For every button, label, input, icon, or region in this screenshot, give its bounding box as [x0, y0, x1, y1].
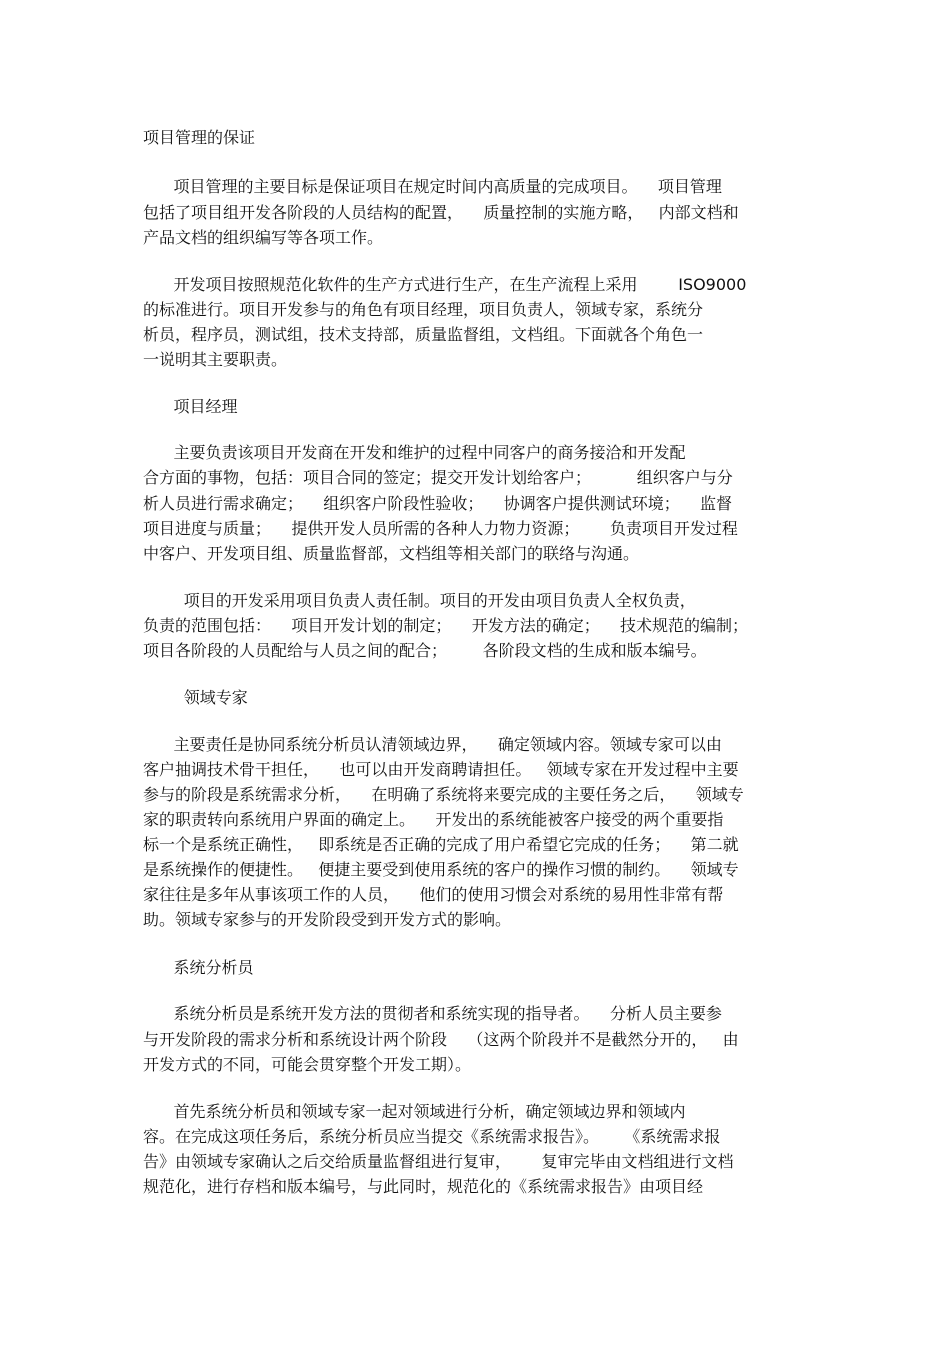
text-line: 中客户、开发项目组、质量监督部，文档组等相关部门的联络与沟通。 [143, 544, 640, 563]
text-line: 合方面的事物，包括：项目合同的签定；提交开发计划给客户； 组织客户与分 [143, 468, 733, 487]
section-heading-system-analyst: 系统分析员 [143, 958, 254, 977]
section-heading-domain-expert: 领域专家 [143, 688, 248, 707]
text-line: 开发方式的不同，可能会贯穿整个开发工期）。 [143, 1055, 472, 1074]
text-line: 产品文档的组织编写等各项工作。 [143, 228, 384, 247]
text-line: 系统分析员是系统开发方法的贯彻者和系统实现的指导者。 分析人员主要参 [143, 1004, 722, 1023]
text-line: 是系统操作的便捷性。 便捷主要受到使用系统的客户的操作习惯的制约。 领域专 [143, 860, 739, 879]
text-line: 项目进度与质量； 提供开发人员所需的各种人力物力资源； 负责项目开发过程 [143, 519, 738, 538]
text-line: 主要负责该项目开发商在开发和维护的过程中同客户的商务接洽和开发配 [143, 443, 686, 462]
text-line: 容。在完成这项任务后，系统分析员应当提交《系统需求报告》。 《系统需求报 [143, 1127, 721, 1146]
text-line: 一说明其主要职责。 [143, 350, 288, 369]
text-line: 项目各阶段的人员配给与人员之间的配合； 各阶段文档的生成和版本编号。 [143, 641, 707, 660]
document-title: 项目管理的保证 [143, 128, 256, 147]
text-line: 规范化，进行存档和版本编号，与此同时，规范化的《系统需求报告》由项目经 [143, 1177, 704, 1196]
text-line: 家往往是多年从事该项工作的人员， 他们的使用习惯会对系统的易用性非常有帮 [143, 885, 724, 904]
text-line: 的标准进行。项目开发参与的角色有项目经理，项目负责人，领域专家，系统分 [143, 300, 704, 319]
text-line: 首先系统分析员和领域专家一起对领域进行分析，确定领域边界和领域内 [143, 1102, 686, 1121]
text-line: 主要责任是协同系统分析员认清领域边界， 确定领域内容。领域专家可以由 [143, 735, 722, 754]
text-line: 负责的范围包括： 项目开发计划的制定； 开发方法的确定； 技术规范的编制； [143, 616, 749, 635]
text-line: 客户抽调技术骨干担任， 也可以由开发商聘请担任。 领域专家在开发过程中主要 [143, 760, 739, 779]
text-line: 家的职责转向系统用户界面的确定上。 开发出的系统能被客户接受的两个重要指 [143, 810, 724, 829]
text-line: 开发项目按照规范化软件的生产方式进行生产，在生产流程上采用 ISO9000 [143, 275, 747, 294]
section-heading-project-manager: 项目经理 [143, 397, 238, 416]
text-line: 包括了项目组开发各阶段的人员结构的配置， 质量控制的实施方略， 内部文档和 [143, 203, 739, 222]
text-line: 项目管理的主要目标是保证项目在规定时间内高质量的完成项目。 项目管理 [143, 177, 722, 196]
text-line: 告》由领域专家确认之后交给质量监督组进行复审， 复审完毕由文档组进行文档 [143, 1152, 734, 1171]
text-line: 项目的开发采用项目负责人责任制。项目的开发由项目负责人全权负责， [143, 591, 696, 610]
text-line: 析员，程序员，测试组，技术支持部，质量监督组，文档组。下面就各个角色一 [143, 325, 704, 344]
text-line: 与开发阶段的需求分析和系统设计两个阶段 （这两个阶段并不是截然分开的， 由 [143, 1030, 739, 1049]
text-line: 助。领域专家参与的开发阶段受到开发方式的影响。 [143, 910, 512, 929]
text-line: 参与的阶段是系统需求分析， 在明确了系统将来要完成的主要任务之后， 领域专 [143, 785, 744, 804]
text-line: 标一个是系统正确性， 即系统是否正确的完成了用户希望它完成的任务； 第二就 [143, 835, 739, 854]
text-line: 析人员进行需求确定； 组织客户阶段性验收； 协调客户提供测试环境； 监督 [143, 494, 733, 513]
